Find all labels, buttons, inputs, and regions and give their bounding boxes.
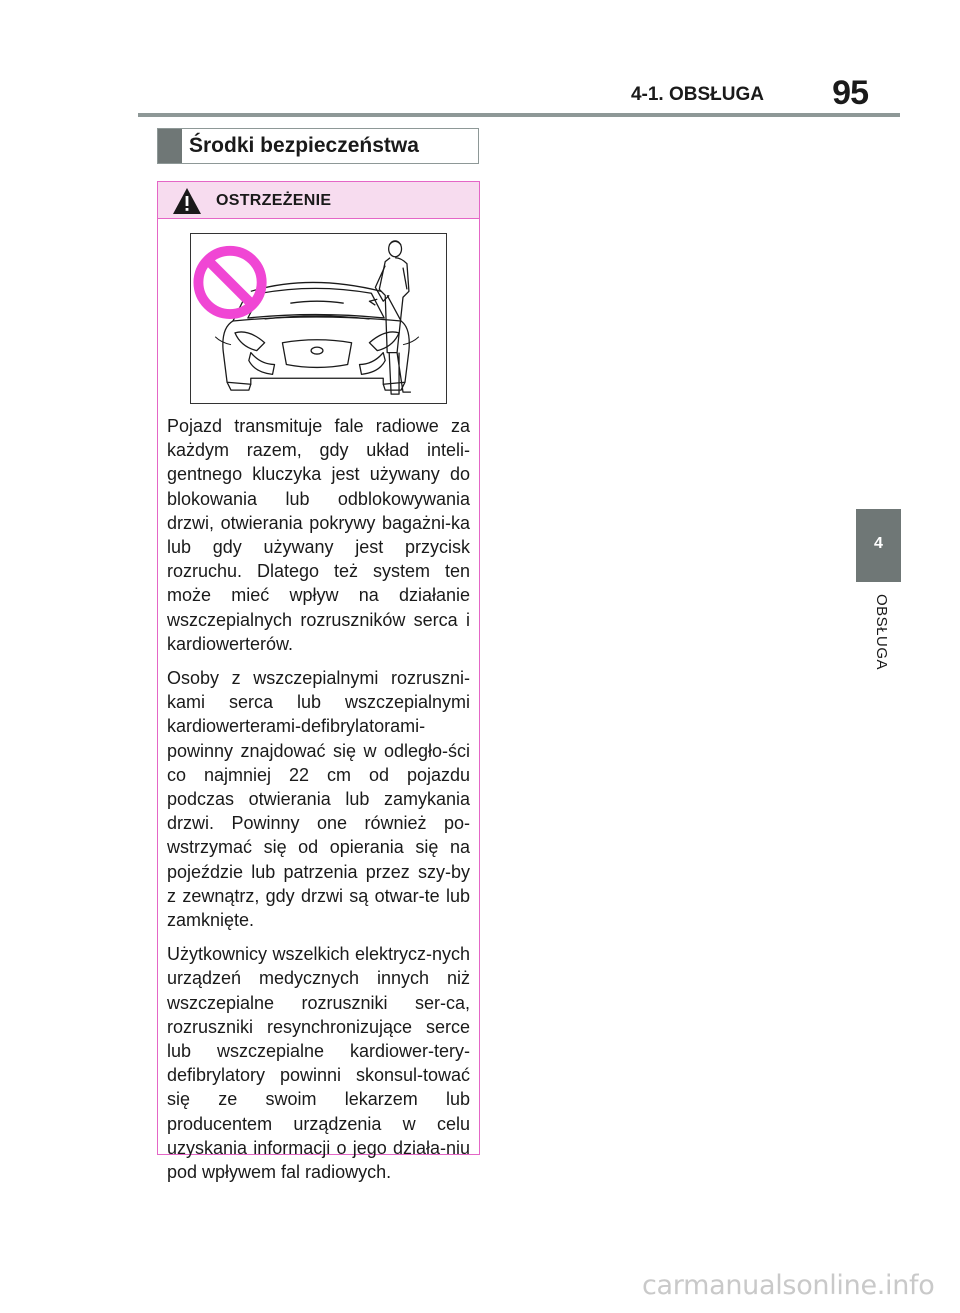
chapter-side-label: OBSŁUGA [873,594,890,671]
warning-box [157,181,480,1183]
section-title-box [157,128,479,164]
header-section-title: 4-1. OBSŁUGA [630,84,764,105]
chapter-number: 4 [874,535,883,552]
warning-header [158,182,479,219]
page-number: 95 [832,74,868,112]
warning-label: OSTRZEŻENIE [216,192,332,209]
section-title-tab [158,129,182,163]
watermark: carmanualsonline.info [642,1270,935,1301]
section-title: Środki bezpieczeństwa [189,134,419,157]
illustration [190,233,447,404]
header-rule [138,113,900,117]
warning-body [167,414,470,1194]
warning-paragraph-3: Użytkownicy wszelkich elektrycz-nych urządzeń medycznych innych niż wszczepialne rozruszniki ser-ca, rozruszniki resynchronizujące serce lub wszczepialne kardiower-tery-defibrylatory powinni skonsul-tować się ze swoim lekarzem lub producentem urządzenia w celu uzyskania informacji o jego działa-niu pod wpływem fal radiowych. [167,944,470,1183]
prohibition-icon [198,251,261,314]
warning-paragraph-2: Osoby z wszczepialnymi rozruszni-kami serca lub wszczepialnymi kardiowerterami-defibrylatorami-powinny znajdować się w odległo-ści co najmniej 22 cm od pojazdu podczas otwierania lub zamykania drzwi. Powinny one również po-wstrzymać się od opierania się na pojeździe lub patrzenia przez szy-by z zewnątrz, gdy drzwi są otwar-te lub zamknięte. [167,668,470,931]
warning-triangle-icon [172,187,202,215]
chapter-side-tab[interactable] [856,509,901,582]
warning-paragraph-1: Pojazd transmituje fale radiowe za każdym razem, gdy układ inteli-gentnego kluczyka jest używany do blokowania lub odblokowywania drzwi, otwierania pokrywy bagażni-ka lub gdy używany jest przycisk rozruchu. Dlatego też system ten może mieć wpływ na działanie wszczepialnych rozruszników serca i kardiowerterów. [167,416,470,654]
